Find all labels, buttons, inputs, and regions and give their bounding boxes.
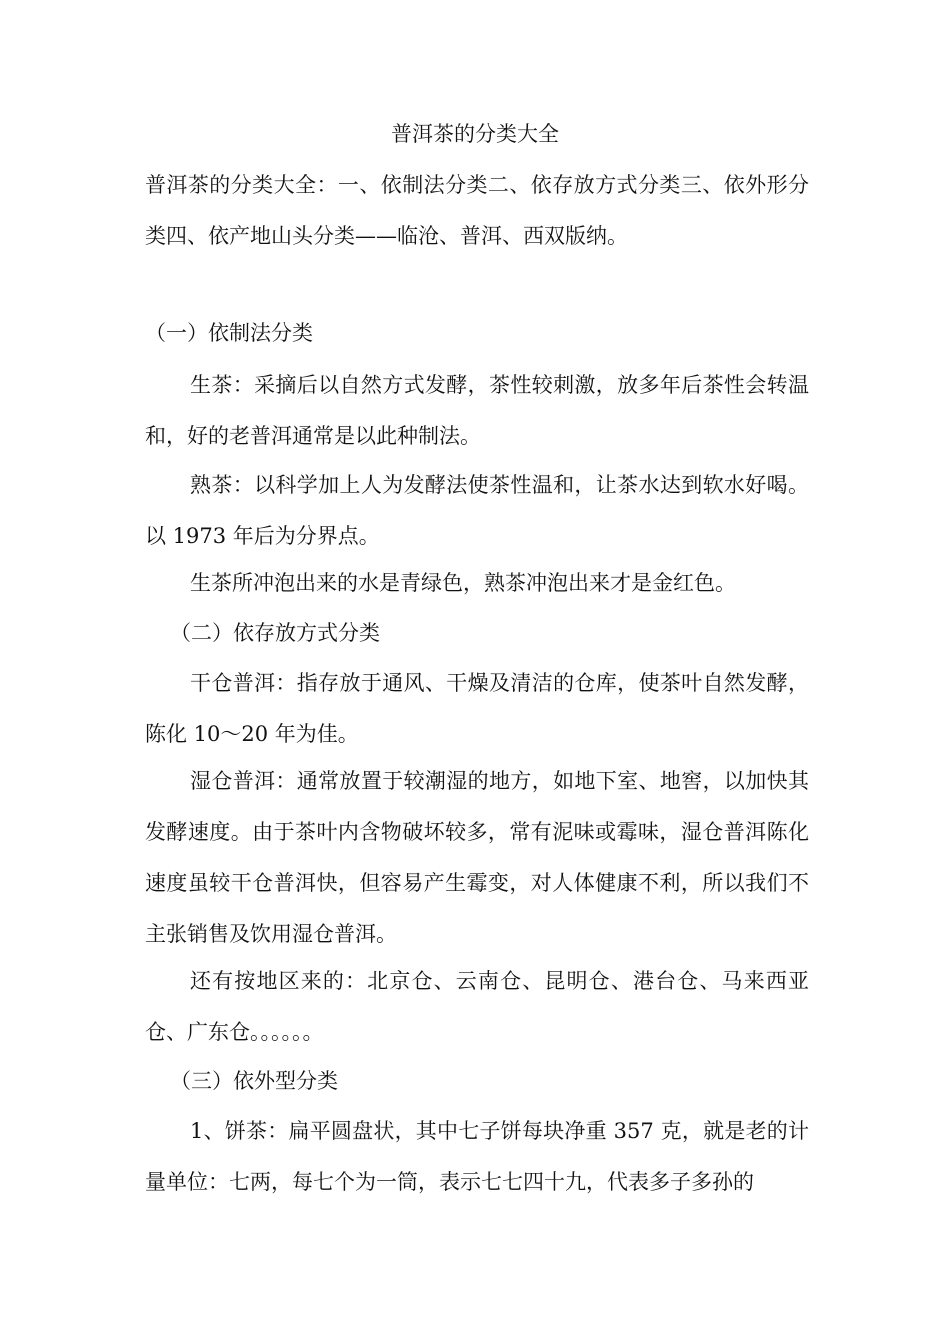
intro-paragraph: 普洱茶的分类大全：一、依制法分类二、依存放方式分类三、依外形分类四、依产地山头分类——临沧、普洱、西双版纳。 [145,173,809,248]
paragraph-ripe-tea: 熟茶：以科学加上人为发酵法使茶性温和，让茶水达到软水好喝。以 1973 年后为分界点。 [145,473,809,548]
paragraph-wet-storage: 湿仓普洱：通常放置于较潮湿的地方，如地下室、地窖，以加快其发酵速度。由于茶叶内含物破坏较多，常有泥味或霉味，湿仓普洱陈化速度虽较干仓普洱快，但容易产生霉变，对人体健康不利，所以我们不主张销售及饮用湿仓普洱。 [145,769,809,946]
paragraph-regional-storage: 还有按地区来的：北京仓、云南仓、昆明仓、港台仓、马来西亚仓、广东仓。。。。。。 [145,969,809,1044]
paragraph-raw-tea: 生茶：采摘后以自然方式发酵，茶性较刺激，放多年后茶性会转温和，好的老普洱通常是以此种制法。 [145,373,809,448]
paragraph-dry-storage: 干仓普洱：指存放于通风、干燥及清洁的仓库，使茶叶自然发酵，陈化 10～20 年为佳。 [145,671,809,746]
paragraph-tea-color: 生茶所冲泡出来的水是青绿色，熟茶冲泡出来才是金红色。 [190,571,736,595]
section-heading-3: （三）依外型分类 [170,1069,338,1093]
section-heading-2: （二）依存放方式分类 [170,621,380,645]
section-heading-1: （一）依制法分类 [145,321,313,345]
document-title: 普洱茶的分类大全 [391,122,559,146]
paragraph-cake-tea: 1、饼茶：扁平圆盘状，其中七子饼每块净重 357 克，就是老的计量单位：七两，每七个为一筒，表示七七四十九，代表多子多孙的 [145,1119,809,1194]
